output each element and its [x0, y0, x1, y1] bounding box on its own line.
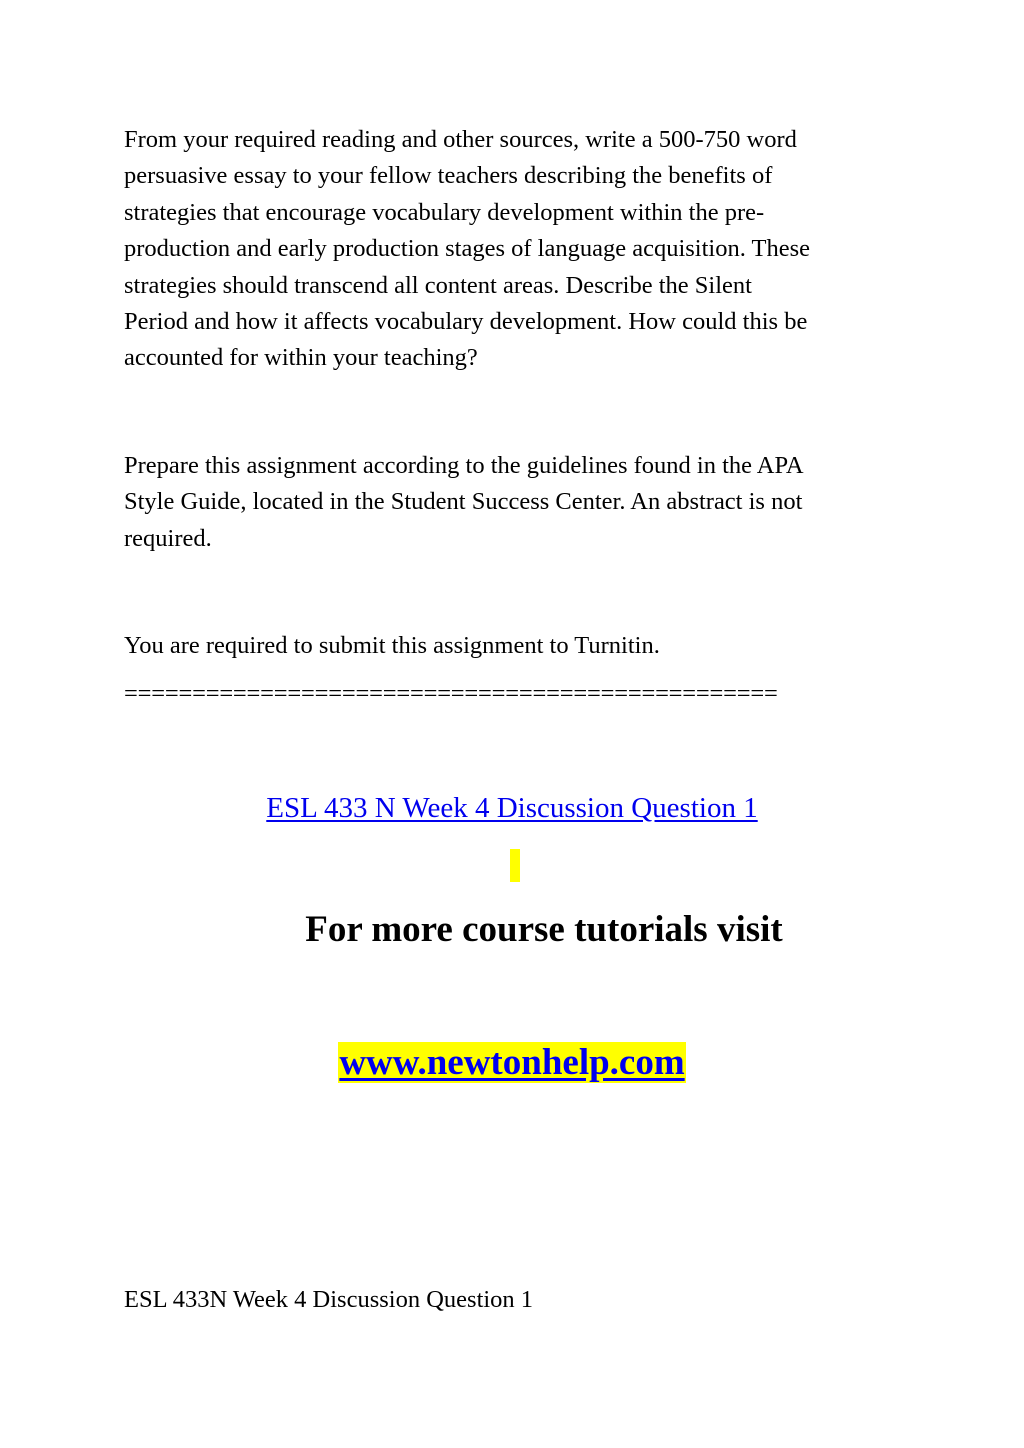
discussion-title-link-line: [0, 788, 1024, 828]
paragraph-line: required.: [124, 524, 212, 552]
paragraph-line: Prepare this assignment according to the guidelines found in the APA: [124, 452, 804, 479]
promo-link-line: [0, 1039, 1024, 1087]
paragraph-line: accounted for within your teaching?: [124, 344, 478, 372]
promo-heading: For more course tutorials visit: [305, 909, 783, 950]
footer-title: ESL 433N Week 4 Discussion Question 1: [124, 1286, 534, 1313]
discussion-title-link[interactable]: ESL 433 N Week 4 Discussion Question 1: [266, 792, 758, 824]
separator-line: ================================================: [124, 680, 778, 707]
apa-guidelines-paragraph: [124, 448, 914, 557]
paragraph-line: Period and how it affects vocabulary development. How could this be: [124, 308, 808, 336]
paragraph-line: From your required reading and other sources, write a 500-750 word: [124, 126, 797, 153]
paragraph-line: strategies that encourage vocabulary development within the pre-: [124, 198, 765, 226]
paragraph-line: strategies should transcend all content areas. Describe the Silent: [124, 271, 752, 299]
newtonhelp-link[interactable]: www.newtonhelp.com: [339, 1042, 685, 1083]
highlight-mark: [510, 849, 520, 882]
paragraph-line: Style Guide, located in the Student Success Center. An abstract is not: [124, 488, 803, 516]
turnitin-paragraph: You are required to submit this assignment to Turnitin.: [124, 632, 660, 659]
assignment-instructions-paragraph: [124, 122, 914, 377]
paragraph-line: persuasive essay to your fellow teachers describing the benefits of: [124, 162, 773, 190]
paragraph-line: production and early production stages of language acquisition. These: [124, 235, 811, 263]
